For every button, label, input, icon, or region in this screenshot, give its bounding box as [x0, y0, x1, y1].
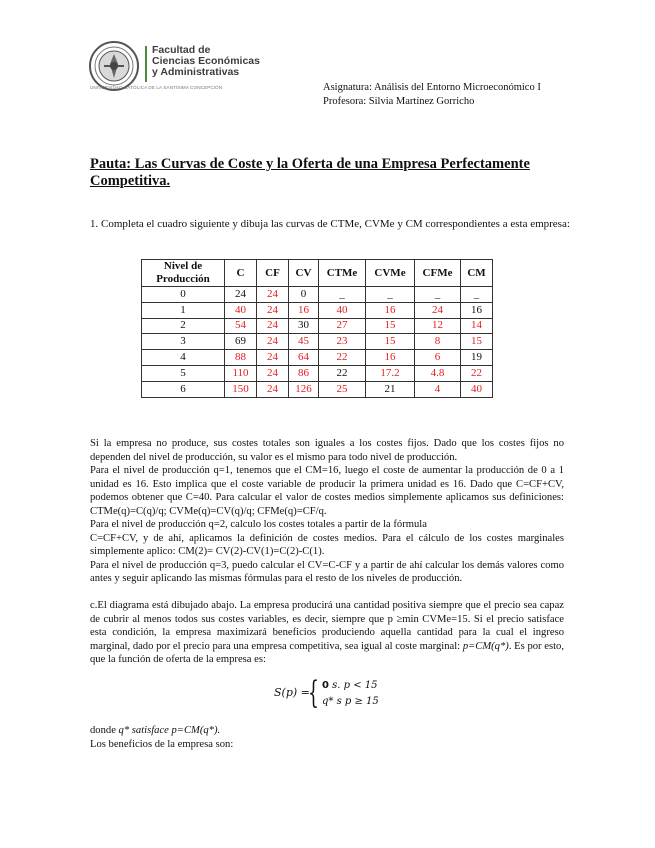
- table-cell: _: [319, 287, 366, 303]
- table-cell: 110: [225, 365, 257, 381]
- course-info: [323, 81, 541, 109]
- supply-tail: . Es por esto, que la función de oferta de la empresa es:: [90, 640, 565, 665]
- supply-formula: p=CM(q*): [462, 640, 509, 652]
- table-cell: 5: [142, 365, 225, 381]
- table-cell: 0: [289, 287, 319, 303]
- table-cell: 69: [225, 334, 257, 350]
- cost-table: [141, 259, 493, 398]
- formula-case-2: [322, 696, 379, 707]
- col-header: Nivel de Producción: [142, 260, 225, 287]
- table-cell: 16: [461, 302, 493, 318]
- table-header-row: [142, 260, 493, 287]
- table-cell: 16: [366, 350, 415, 366]
- table-cell: 16: [366, 302, 415, 318]
- explanation-sentence: Para el nivel de producción q=3, puedo calcular el CV=C-CF y a partir de ahí calcular los demás valores como antes y seguir aplicando las mismas fórmulas para el resto de los niveles de producción.: [90, 559, 564, 584]
- table-cell: 24: [257, 334, 289, 350]
- table-cell: 24: [257, 302, 289, 318]
- logo-line-3: y Administrativas: [152, 66, 240, 78]
- table-cell: 24: [257, 287, 289, 303]
- closing-lead: donde: [90, 725, 119, 736]
- table-cell: 0: [142, 287, 225, 303]
- explanation-sentence: C=CF+CV, y de ahí, aplicamos la definición de costes medios. Para el cálculo de los costes marginales simplemente aplico: CM(2)= CV(2)-CV(1)=C(2)-C(1).: [90, 532, 564, 557]
- course-name: Asignatura: Análisis del Entorno Microeconómico I: [323, 82, 541, 93]
- table-cell: 3: [142, 334, 225, 350]
- logo-line-2: Ciencias Económicas: [152, 55, 260, 67]
- table-cell: 27: [319, 318, 366, 334]
- table-cell: 54: [225, 318, 257, 334]
- table-cell: _: [461, 287, 493, 303]
- closing-paragraph: [90, 724, 233, 751]
- explanation-sentence: Para el nivel de producción q=2, calculo los costes totales a partir de la fórmula: [90, 519, 427, 530]
- table-cell: 24: [225, 287, 257, 303]
- table-row: [142, 350, 493, 366]
- table-row: [142, 302, 493, 318]
- supply-text: c.El diagrama está dibujado abajo. La empresa producirá una cantidad positiva siempre que el precio sea capaz de cubrir al menos todos sus costes variables, es decir, siempre que p ≥min CVMe=15. Si el precio satisface esta condición, la empresa maximizará beneficios produciendo aquella cantidad para la cual el ingreso marginal, dado por el precio para una empresa competitiva, sea igual al coste marginal:: [90, 600, 564, 652]
- table-cell: 4.8: [415, 365, 461, 381]
- question-1: 1. Completa el cuadro siguiente y dibuja las curvas de CTMe, CVMe y CM correspondientes a esta empresa:: [90, 218, 570, 230]
- table-cell: 4: [142, 350, 225, 366]
- table-cell: 22: [461, 365, 493, 381]
- formula-case-1: [322, 680, 378, 691]
- table-cell: 1: [142, 302, 225, 318]
- col-header: CM: [461, 260, 493, 287]
- table-cell: 14: [461, 318, 493, 334]
- table-cell: 24: [257, 365, 289, 381]
- table-cell: 150: [225, 381, 257, 397]
- table-row: [142, 287, 493, 303]
- logo-tagline: UNIVERSIDAD CATÓLICA DE LA SANTÍSIMA CONCEPCIÓN: [90, 85, 223, 90]
- supply-paragraph: [90, 599, 564, 667]
- table-cell: 22: [319, 365, 366, 381]
- table-cell: 40: [319, 302, 366, 318]
- table-cell: 2: [142, 318, 225, 334]
- closing-line-1: [90, 724, 233, 738]
- closing-italic: q* satisface p=CM(q*).: [118, 725, 221, 736]
- table-cell: 30: [289, 318, 319, 334]
- faculty-logo: [88, 40, 263, 98]
- table-cell: 6: [142, 381, 225, 397]
- col-header: CTMe: [319, 260, 366, 287]
- table-cell: 4: [415, 381, 461, 397]
- table-body: [142, 287, 493, 398]
- col-header: CFMe: [415, 260, 461, 287]
- table-cell: 40: [461, 381, 493, 397]
- col-header: CF: [257, 260, 289, 287]
- col-header: C: [225, 260, 257, 287]
- table-cell: 15: [366, 318, 415, 334]
- table-cell: 12: [415, 318, 461, 334]
- formula-lhs: S(p) =: [274, 686, 310, 699]
- case-2-value: q*: [322, 696, 334, 707]
- table-cell: 6: [415, 350, 461, 366]
- table-cell: 24: [257, 318, 289, 334]
- table-cell: 86: [289, 365, 319, 381]
- logo-line-1: Facultad de: [152, 44, 211, 56]
- table-row: [142, 365, 493, 381]
- table-cell: 64: [289, 350, 319, 366]
- table-cell: 22: [319, 350, 366, 366]
- closing-line-2: Los beneficios de la empresa son:: [90, 738, 234, 750]
- case-2-cond: s p ≥ 15: [336, 696, 379, 707]
- table-cell: 23: [319, 334, 366, 350]
- table-row: [142, 334, 493, 350]
- table-row: [142, 381, 493, 397]
- table-cell: 21: [366, 381, 415, 397]
- col-header: CV: [289, 260, 319, 287]
- document-title: Pauta: Las Curvas de Coste y la Oferta de una Empresa Perfectamente Competitiva.: [90, 156, 530, 189]
- supply-function-formula: [274, 677, 404, 713]
- table-cell: 15: [366, 334, 415, 350]
- table-cell: 24: [257, 381, 289, 397]
- table-row: [142, 318, 493, 334]
- table-cell: 16: [289, 302, 319, 318]
- formula-brace: {: [308, 675, 319, 711]
- table-cell: 25: [319, 381, 366, 397]
- table-cell: 8: [415, 334, 461, 350]
- table-cell: _: [366, 287, 415, 303]
- logo-divider: [145, 46, 147, 82]
- explanation-paragraph: [90, 437, 564, 586]
- table-cell: 126: [289, 381, 319, 397]
- explanation-sentence: Para el nivel de producción q=1, tenemos que el CM=16, luego el coste de aumentar la producción de 0 a 1 unidad es 16. Esto implica que el coste variable de producir la primera unidad es 16. Dado que C=CF+CV, podemos obtener que C=40. Para calcular el valor de costes medios simplemente aplicamos sus definiciones: CTMe(q)=C(q)/q; CVMe(q)=CV(q)/q; CFMe(q)=CF/q.: [90, 465, 564, 517]
- table-cell: 24: [415, 302, 461, 318]
- table-cell: 17.2: [366, 365, 415, 381]
- table-cell: 24: [257, 350, 289, 366]
- table-cell: 40: [225, 302, 257, 318]
- explanation-sentence: Si la empresa no produce, sus costes totales son iguales a los costes fijos. Dado que los costes fijos no dependen del nivel de producción, su valor es el mismo para todo nivel de producción.: [90, 438, 564, 463]
- case-1-cond: s. p < 15: [332, 680, 378, 691]
- case-1-value: 0: [322, 680, 329, 691]
- table-cell: _: [415, 287, 461, 303]
- table-cell: 88: [225, 350, 257, 366]
- professor-name: Profesora: Silvia Martínez Gorricho: [323, 96, 475, 107]
- table-cell: 19: [461, 350, 493, 366]
- table-cell: 45: [289, 334, 319, 350]
- table-cell: 15: [461, 334, 493, 350]
- col-header: CVMe: [366, 260, 415, 287]
